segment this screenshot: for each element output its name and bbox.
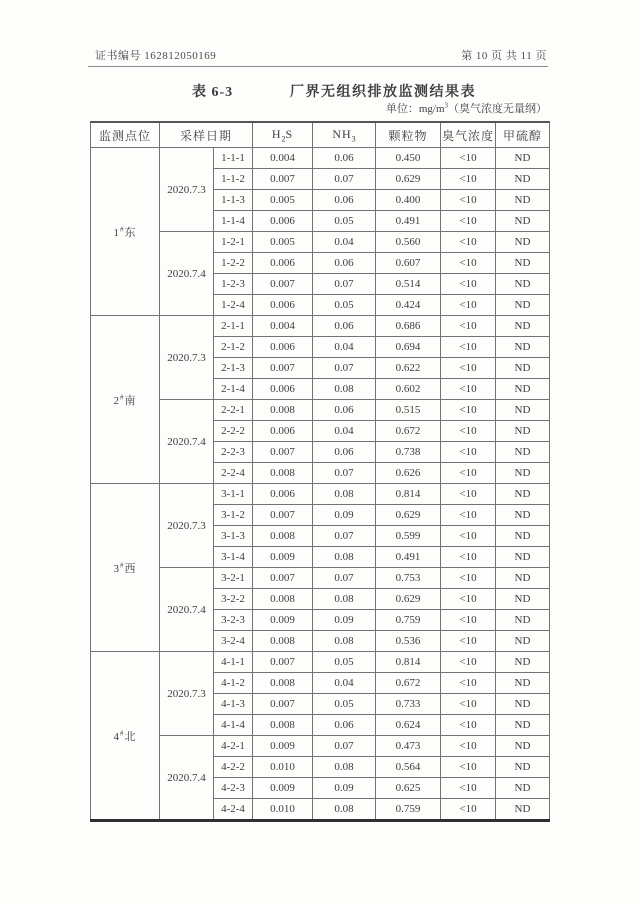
odor-value-cell: <10 <box>441 421 496 442</box>
mercaptan-value-cell: ND <box>496 421 550 442</box>
mercaptan-value-cell: ND <box>496 799 550 821</box>
h2s-value-cell: 0.010 <box>253 757 313 778</box>
h2s-value-cell: 0.006 <box>253 379 313 400</box>
header-rule <box>88 66 548 67</box>
nh3-value-cell: 0.08 <box>313 631 376 652</box>
mercaptan-value-cell: ND <box>496 505 550 526</box>
monitoring-point-cell: 2#南 <box>91 316 160 484</box>
odor-value-cell: <10 <box>441 799 496 821</box>
mercaptan-value-cell: ND <box>496 316 550 337</box>
sampling-date-cell: 2020.7.3 <box>160 652 214 736</box>
particulate-value-cell: 0.759 <box>376 799 441 821</box>
sample-id-cell: 2-2-2 <box>214 421 253 442</box>
monitoring-point-cell: 1#东 <box>91 148 160 316</box>
particulate-value-cell: 0.607 <box>376 253 441 274</box>
sample-id-cell: 3-1-3 <box>214 526 253 547</box>
table-header-row <box>91 122 550 148</box>
odor-value-cell: <10 <box>441 526 496 547</box>
particulate-value-cell: 0.624 <box>376 715 441 736</box>
sample-id-cell: 1-1-1 <box>214 148 253 169</box>
h2s-value-cell: 0.005 <box>253 190 313 211</box>
nh3-value-cell: 0.08 <box>313 484 376 505</box>
nh3-value-cell: 0.07 <box>313 169 376 190</box>
odor-value-cell: <10 <box>441 400 496 421</box>
mercaptan-value-cell: ND <box>496 673 550 694</box>
particulate-value-cell: 0.514 <box>376 274 441 295</box>
odor-value-cell: <10 <box>441 568 496 589</box>
nh3-value-cell: 0.06 <box>313 253 376 274</box>
point-hash-superscript: # <box>120 728 125 737</box>
sampling-date-cell: 2020.7.3 <box>160 316 214 400</box>
mercaptan-value-cell: ND <box>496 757 550 778</box>
table-row <box>91 652 550 673</box>
odor-value-cell: <10 <box>441 190 496 211</box>
mercaptan-value-cell: ND <box>496 589 550 610</box>
mercaptan-value-cell: ND <box>496 211 550 232</box>
mercaptan-value-cell: ND <box>496 358 550 379</box>
results-table <box>90 121 550 822</box>
h2s-value-cell: 0.004 <box>253 316 313 337</box>
sample-id-cell: 3-2-3 <box>214 610 253 631</box>
h2s-value-cell: 0.006 <box>253 421 313 442</box>
odor-value-cell: <10 <box>441 211 496 232</box>
nh3-value-cell: 0.09 <box>313 505 376 526</box>
odor-value-cell: <10 <box>441 757 496 778</box>
h2s-value-cell: 0.010 <box>253 799 313 821</box>
particulate-value-cell: 0.629 <box>376 589 441 610</box>
mercaptan-value-cell: ND <box>496 190 550 211</box>
table-row <box>91 148 550 169</box>
page-title: 厂界无组织排放监测结果表 <box>290 85 476 100</box>
particulate-value-cell: 0.814 <box>376 652 441 673</box>
sample-id-cell: 2-1-1 <box>214 316 253 337</box>
particulate-value-cell: 0.625 <box>376 778 441 799</box>
odor-value-cell: <10 <box>441 778 496 799</box>
col-header-particulate: 颗粒物 <box>376 122 441 148</box>
h2s-value-cell: 0.007 <box>253 505 313 526</box>
particulate-value-cell: 0.450 <box>376 148 441 169</box>
point-hash-superscript: # <box>120 560 125 569</box>
sample-id-cell: 2-1-3 <box>214 358 253 379</box>
mercaptan-value-cell: ND <box>496 442 550 463</box>
nh3-value-cell: 0.04 <box>313 673 376 694</box>
sample-id-cell: 1-2-3 <box>214 274 253 295</box>
odor-value-cell: <10 <box>441 484 496 505</box>
nh3-value-cell: 0.07 <box>313 274 376 295</box>
sample-id-cell: 1-1-3 <box>214 190 253 211</box>
nh3-value-cell: 0.09 <box>313 610 376 631</box>
mercaptan-value-cell: ND <box>496 253 550 274</box>
h2s-value-cell: 0.006 <box>253 484 313 505</box>
col-header-h2s <box>253 122 313 148</box>
particulate-value-cell: 0.814 <box>376 484 441 505</box>
monitoring-point-cell: 4#北 <box>91 652 160 821</box>
h2s-value-cell: 0.004 <box>253 148 313 169</box>
mercaptan-value-cell: ND <box>496 295 550 316</box>
nh3-subscript: 3 <box>351 134 356 144</box>
particulate-value-cell: 0.672 <box>376 673 441 694</box>
odor-value-cell: <10 <box>441 589 496 610</box>
h2s-value-cell: 0.008 <box>253 526 313 547</box>
odor-value-cell: <10 <box>441 274 496 295</box>
particulate-value-cell: 0.626 <box>376 463 441 484</box>
col-header-sampling-date: 采样日期 <box>160 122 253 148</box>
particulate-value-cell: 0.622 <box>376 358 441 379</box>
table-row <box>91 568 550 589</box>
odor-value-cell: <10 <box>441 673 496 694</box>
mercaptan-value-cell: ND <box>496 568 550 589</box>
odor-value-cell: <10 <box>441 547 496 568</box>
mercaptan-value-cell: ND <box>496 631 550 652</box>
odor-value-cell: <10 <box>441 631 496 652</box>
page-indicator: 第 10 页 共 11 页 <box>461 50 547 62</box>
mercaptan-value-cell: ND <box>496 400 550 421</box>
odor-value-cell: <10 <box>441 169 496 190</box>
particulate-value-cell: 0.672 <box>376 421 441 442</box>
h2s-value-cell: 0.007 <box>253 568 313 589</box>
nh3-value-cell: 0.06 <box>313 715 376 736</box>
odor-value-cell: <10 <box>441 337 496 358</box>
sample-id-cell: 1-1-2 <box>214 169 253 190</box>
h2s-value-cell: 0.007 <box>253 169 313 190</box>
unit-prefix: 单位：mg/m <box>385 103 445 115</box>
sampling-date-cell: 2020.7.3 <box>160 484 214 568</box>
h2s-tail: S <box>285 126 294 141</box>
h2s-value-cell: 0.006 <box>253 337 313 358</box>
monitoring-point-cell: 3#西 <box>91 484 160 652</box>
sample-id-cell: 4-1-3 <box>214 694 253 715</box>
particulate-value-cell: 0.629 <box>376 505 441 526</box>
particulate-value-cell: 0.424 <box>376 295 441 316</box>
odor-value-cell: <10 <box>441 736 496 757</box>
sample-id-cell: 4-2-4 <box>214 799 253 821</box>
nh3-value-cell: 0.07 <box>313 358 376 379</box>
odor-value-cell: <10 <box>441 652 496 673</box>
nh3-value-cell: 0.06 <box>313 190 376 211</box>
odor-value-cell: <10 <box>441 610 496 631</box>
nh3-value-cell: 0.07 <box>313 526 376 547</box>
col-header-methyl-mercaptan: 甲硫醇 <box>496 122 550 148</box>
unit-note <box>90 100 547 116</box>
table-row <box>91 736 550 757</box>
particulate-value-cell: 0.694 <box>376 337 441 358</box>
sample-id-cell: 2-2-3 <box>214 442 253 463</box>
results-body <box>91 148 550 821</box>
particulate-value-cell: 0.473 <box>376 736 441 757</box>
sample-id-cell: 3-2-1 <box>214 568 253 589</box>
mercaptan-value-cell: ND <box>496 169 550 190</box>
particulate-value-cell: 0.753 <box>376 568 441 589</box>
unit-superscript: 3 <box>444 101 448 110</box>
nh3-value-cell: 0.05 <box>313 211 376 232</box>
particulate-value-cell: 0.602 <box>376 379 441 400</box>
particulate-value-cell: 0.564 <box>376 757 441 778</box>
sample-id-cell: 4-2-1 <box>214 736 253 757</box>
sample-id-cell: 3-2-2 <box>214 589 253 610</box>
particulate-value-cell: 0.629 <box>376 169 441 190</box>
sample-id-cell: 2-2-1 <box>214 400 253 421</box>
sample-id-cell: 4-2-2 <box>214 757 253 778</box>
sample-id-cell: 3-1-2 <box>214 505 253 526</box>
h2s-base: H <box>271 126 282 141</box>
particulate-value-cell: 0.515 <box>376 400 441 421</box>
sample-id-cell: 2-1-4 <box>214 379 253 400</box>
h2s-subscript: 2 <box>281 134 286 144</box>
mercaptan-value-cell: ND <box>496 610 550 631</box>
nh3-value-cell: 0.06 <box>313 316 376 337</box>
nh3-value-cell: 0.06 <box>313 148 376 169</box>
mercaptan-value-cell: ND <box>496 232 550 253</box>
h2s-value-cell: 0.006 <box>253 253 313 274</box>
mercaptan-value-cell: ND <box>496 337 550 358</box>
h2s-value-cell: 0.009 <box>253 610 313 631</box>
mercaptan-value-cell: ND <box>496 715 550 736</box>
certificate-number: 证书编号 162812050169 <box>95 50 217 62</box>
nh3-value-cell: 0.06 <box>313 400 376 421</box>
odor-value-cell: <10 <box>441 232 496 253</box>
sample-id-cell: 4-1-1 <box>214 652 253 673</box>
particulate-value-cell: 0.536 <box>376 631 441 652</box>
h2s-value-cell: 0.008 <box>253 589 313 610</box>
col-header-monitoring-point: 监测点位 <box>91 122 160 148</box>
nh3-value-cell: 0.04 <box>313 337 376 358</box>
h2s-value-cell: 0.006 <box>253 211 313 232</box>
sampling-date-cell: 2020.7.4 <box>160 736 214 821</box>
h2s-value-cell: 0.008 <box>253 400 313 421</box>
h2s-value-cell: 0.007 <box>253 652 313 673</box>
sample-id-cell: 3-1-4 <box>214 547 253 568</box>
nh3-base: NH <box>332 126 352 141</box>
nh3-value-cell: 0.05 <box>313 295 376 316</box>
sample-id-cell: 2-2-4 <box>214 463 253 484</box>
nh3-value-cell: 0.07 <box>313 568 376 589</box>
h2s-value-cell: 0.007 <box>253 442 313 463</box>
table-row <box>91 400 550 421</box>
table-row <box>91 316 550 337</box>
mercaptan-value-cell: ND <box>496 484 550 505</box>
particulate-value-cell: 0.599 <box>376 526 441 547</box>
particulate-value-cell: 0.400 <box>376 190 441 211</box>
sample-id-cell: 1-2-1 <box>214 232 253 253</box>
particulate-value-cell: 0.491 <box>376 211 441 232</box>
nh3-value-cell: 0.08 <box>313 757 376 778</box>
odor-value-cell: <10 <box>441 379 496 400</box>
h2s-value-cell: 0.006 <box>253 295 313 316</box>
sample-id-cell: 4-1-4 <box>214 715 253 736</box>
mercaptan-value-cell: ND <box>496 463 550 484</box>
particulate-value-cell: 0.560 <box>376 232 441 253</box>
sample-id-cell: 3-2-4 <box>214 631 253 652</box>
col-header-nh3 <box>313 122 376 148</box>
sample-id-cell: 1-1-4 <box>214 211 253 232</box>
sampling-date-cell: 2020.7.4 <box>160 400 214 484</box>
nh3-value-cell: 0.08 <box>313 547 376 568</box>
sample-id-cell: 4-2-3 <box>214 778 253 799</box>
h2s-value-cell: 0.008 <box>253 673 313 694</box>
odor-value-cell: <10 <box>441 358 496 379</box>
document-header <box>95 47 547 63</box>
h2s-value-cell: 0.007 <box>253 274 313 295</box>
odor-value-cell: <10 <box>441 694 496 715</box>
mercaptan-value-cell: ND <box>496 778 550 799</box>
col-header-odor-concentration: 臭气浓度 <box>441 122 496 148</box>
odor-value-cell: <10 <box>441 442 496 463</box>
h2s-value-cell: 0.008 <box>253 463 313 484</box>
particulate-value-cell: 0.686 <box>376 316 441 337</box>
particulate-value-cell: 0.759 <box>376 610 441 631</box>
mercaptan-value-cell: ND <box>496 652 550 673</box>
h2s-value-cell: 0.008 <box>253 631 313 652</box>
particulate-value-cell: 0.733 <box>376 694 441 715</box>
sampling-date-cell: 2020.7.3 <box>160 148 214 232</box>
nh3-value-cell: 0.04 <box>313 232 376 253</box>
sample-id-cell: 1-2-4 <box>214 295 253 316</box>
odor-value-cell: <10 <box>441 253 496 274</box>
h2s-value-cell: 0.009 <box>253 736 313 757</box>
point-hash-superscript: # <box>120 224 125 233</box>
h2s-value-cell: 0.009 <box>253 547 313 568</box>
particulate-value-cell: 0.491 <box>376 547 441 568</box>
nh3-value-cell: 0.05 <box>313 694 376 715</box>
sampling-date-cell: 2020.7.4 <box>160 568 214 652</box>
nh3-value-cell: 0.07 <box>313 736 376 757</box>
nh3-value-cell: 0.08 <box>313 589 376 610</box>
mercaptan-value-cell: ND <box>496 694 550 715</box>
sample-id-cell: 3-1-1 <box>214 484 253 505</box>
nh3-value-cell: 0.04 <box>313 421 376 442</box>
point-hash-superscript: # <box>120 392 125 401</box>
mercaptan-value-cell: ND <box>496 736 550 757</box>
sample-id-cell: 1-2-2 <box>214 253 253 274</box>
h2s-value-cell: 0.007 <box>253 694 313 715</box>
odor-value-cell: <10 <box>441 316 496 337</box>
unit-suffix: （臭气浓度无量纲） <box>448 103 547 115</box>
mercaptan-value-cell: ND <box>496 526 550 547</box>
sampling-date-cell: 2020.7.4 <box>160 232 214 316</box>
sample-id-cell: 2-1-2 <box>214 337 253 358</box>
odor-value-cell: <10 <box>441 463 496 484</box>
odor-value-cell: <10 <box>441 148 496 169</box>
table-number: 表 6-3 <box>192 85 234 100</box>
nh3-value-cell: 0.08 <box>313 379 376 400</box>
h2s-value-cell: 0.009 <box>253 778 313 799</box>
particulate-value-cell: 0.738 <box>376 442 441 463</box>
table-row <box>91 484 550 505</box>
mercaptan-value-cell: ND <box>496 379 550 400</box>
table-row <box>91 232 550 253</box>
mercaptan-value-cell: ND <box>496 547 550 568</box>
nh3-value-cell: 0.05 <box>313 652 376 673</box>
mercaptan-value-cell: ND <box>496 148 550 169</box>
nh3-value-cell: 0.09 <box>313 778 376 799</box>
h2s-value-cell: 0.008 <box>253 715 313 736</box>
odor-value-cell: <10 <box>441 715 496 736</box>
sample-id-cell: 4-1-2 <box>214 673 253 694</box>
h2s-value-cell: 0.007 <box>253 358 313 379</box>
mercaptan-value-cell: ND <box>496 274 550 295</box>
odor-value-cell: <10 <box>441 295 496 316</box>
odor-value-cell: <10 <box>441 505 496 526</box>
nh3-value-cell: 0.07 <box>313 463 376 484</box>
nh3-value-cell: 0.06 <box>313 442 376 463</box>
nh3-value-cell: 0.08 <box>313 799 376 821</box>
h2s-value-cell: 0.005 <box>253 232 313 253</box>
